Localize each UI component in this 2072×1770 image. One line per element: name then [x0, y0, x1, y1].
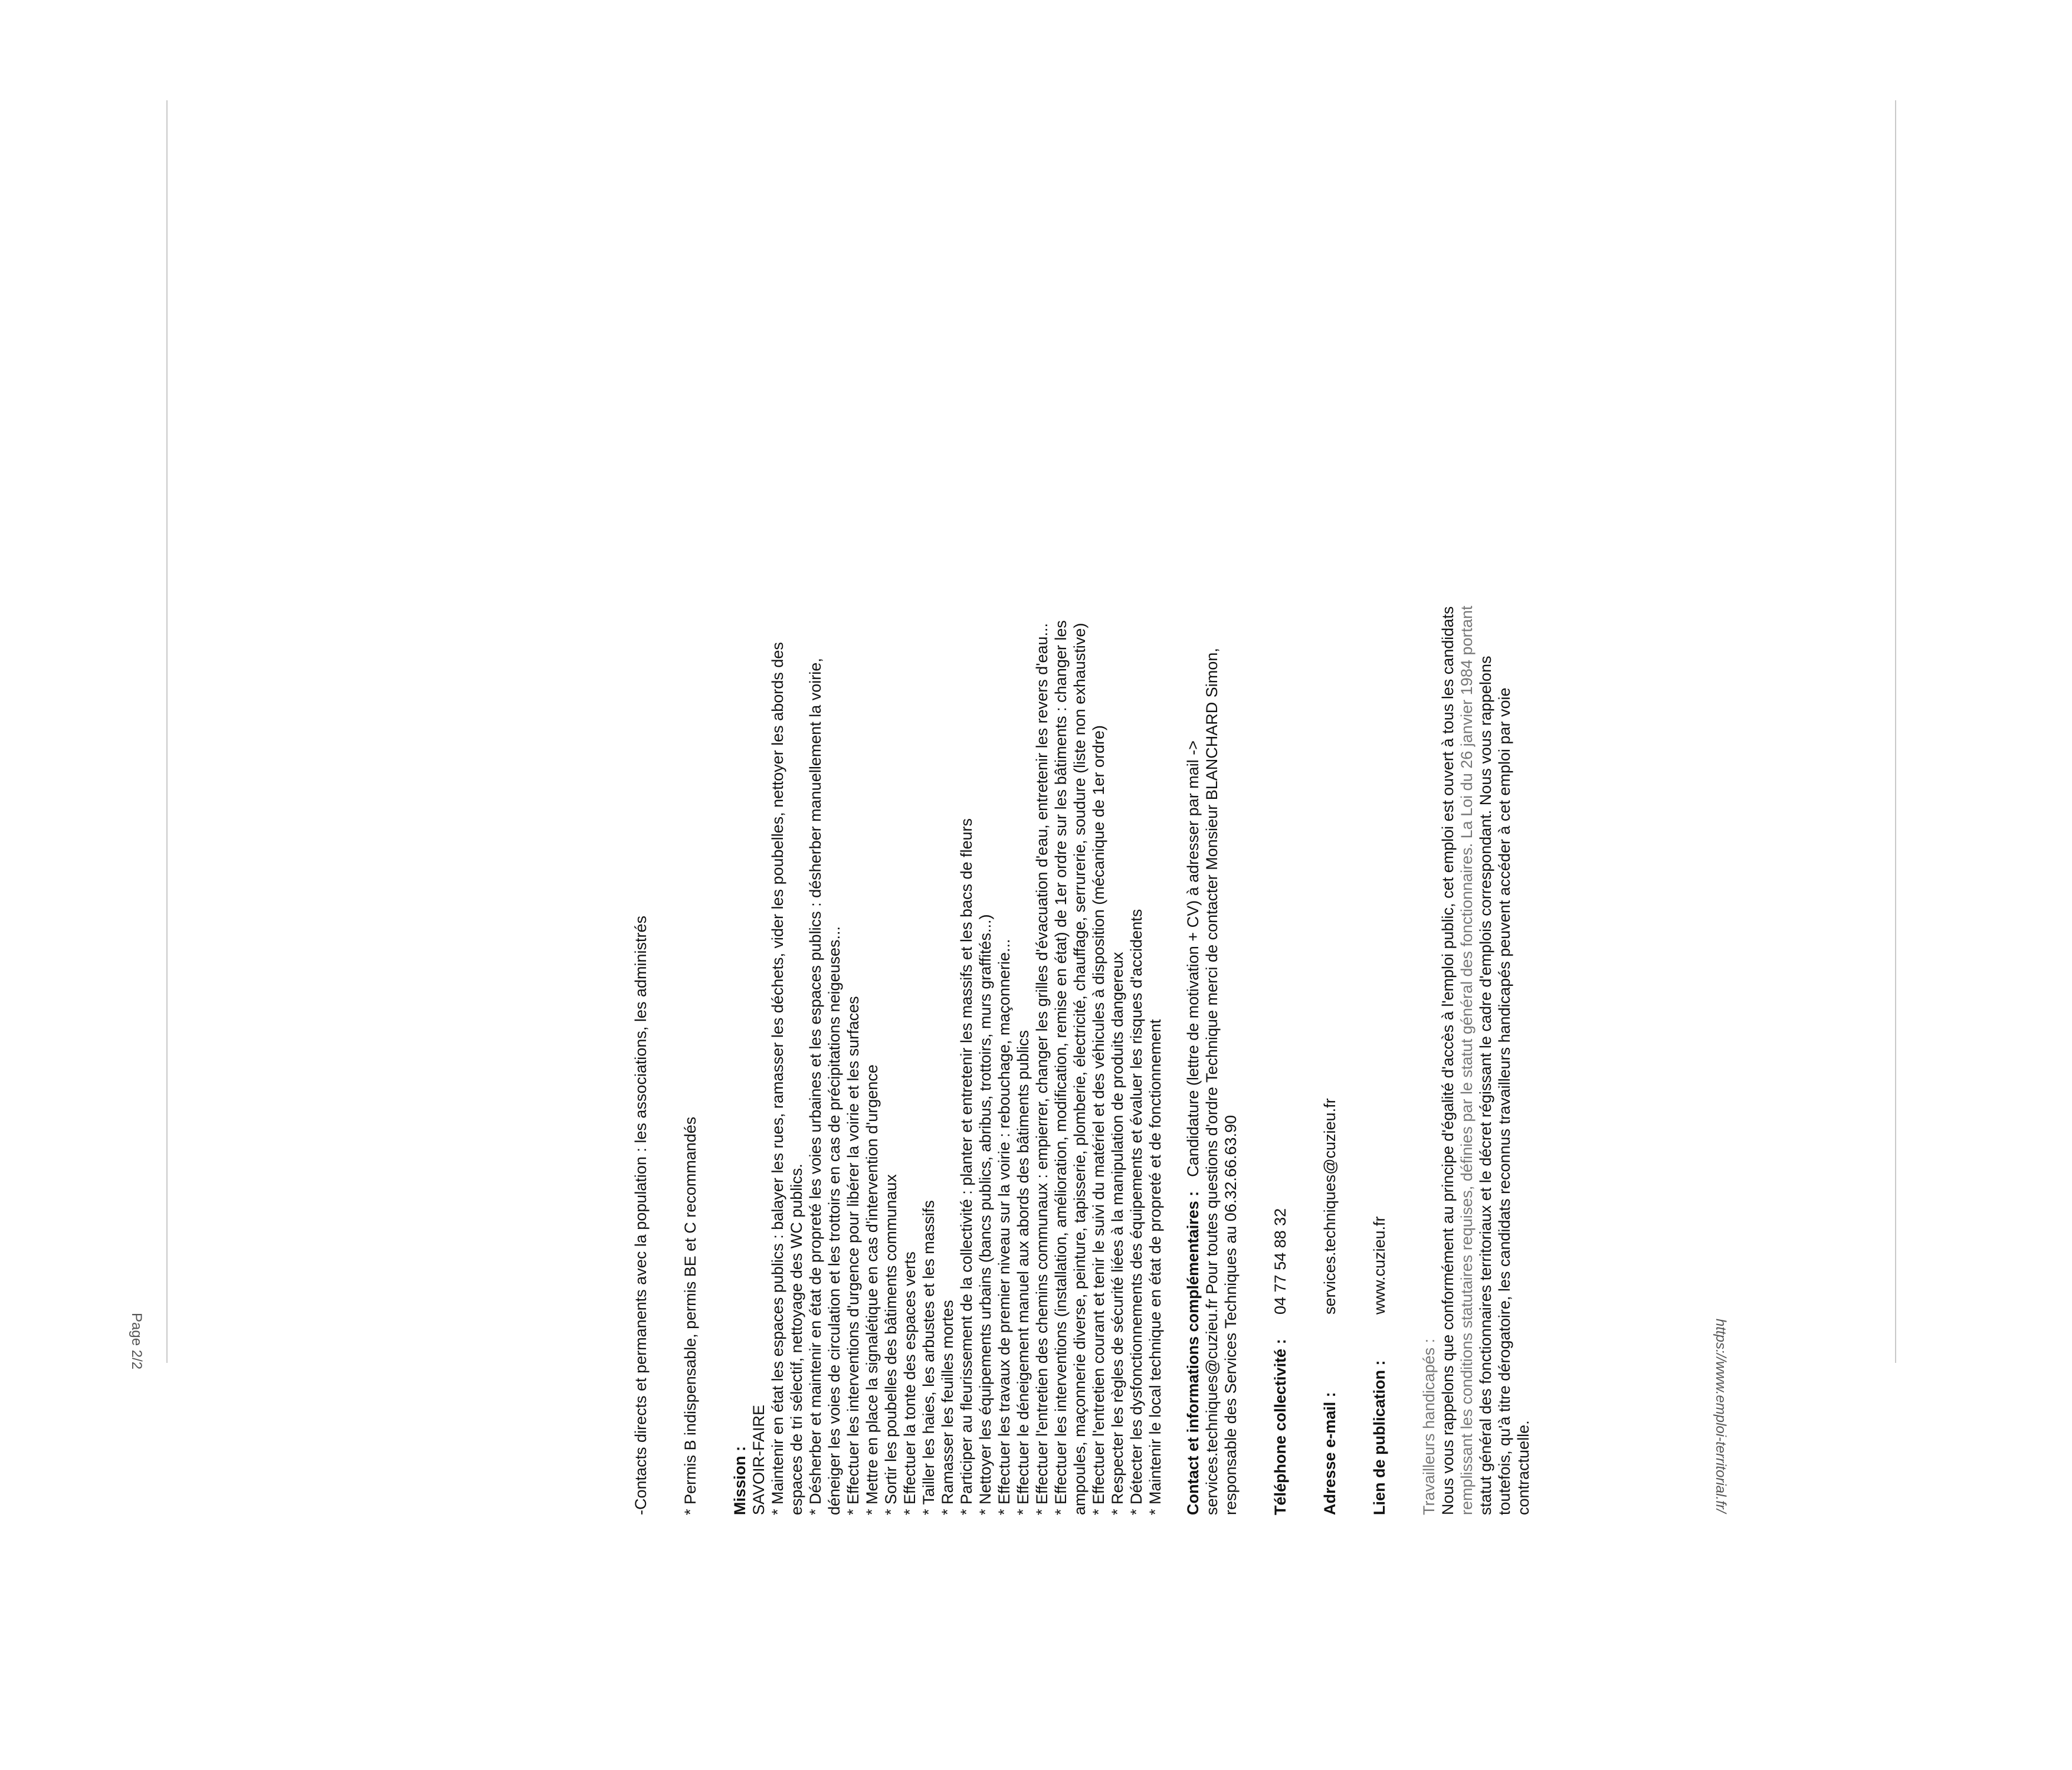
list-item: * Détecter les dysfonctionnements des équipements et évaluer les risques d'accidents [1127, 909, 1145, 1515]
list-item: * Effectuer la tonte des espaces verts [901, 1251, 919, 1515]
savoir-faire-heading: SAVOIR-FAIRE [750, 1404, 768, 1515]
list-item: * Effectuer l'entretien courant et tenir le suivi du matériel et des véhicules à disposition (mécanique de 1er ordre) [1090, 725, 1107, 1515]
handicap-line: contractuelle. [1514, 1420, 1532, 1515]
phone-label: Téléphone collectivité : [1271, 1339, 1289, 1515]
contact-label: Contact et informations complémentaires : [1184, 1191, 1202, 1515]
handicap-line: remplissant les conditions statutaires requises, définies par le statut général des fonctionnaires. La Loi du 26 janvier 1984 portant [1458, 605, 1476, 1515]
contact-line-3: responsable des Services Techniques au 06.32.66.63.90 [1222, 1115, 1240, 1515]
publication-link-row [1370, 371, 1389, 1515]
list-item: * Désherber et maintenir en état de propreté les voies urbaines et les espaces publics : désherber manuellement la voirie, [806, 658, 824, 1515]
contacts-line: -Contacts directs et permanents avec la population : les associations, les administrés [632, 916, 650, 1515]
handicap-line: Nous vous rappelons que conformément au principe d'égalité d'accès à l'emploi public, cet emploi est ouvert à tous les candidats [1439, 606, 1457, 1515]
contact-line-1: Candidature (lettre de motivation + CV) à adresser par mail -> [1184, 740, 1202, 1177]
list-item: * Maintenir le local technique en état de propreté et de fonctionnement [1146, 1019, 1164, 1515]
list-item: * Maintenir en état les espaces publics : balayer les rues, ramasser les déchets, vider les poubelles, nettoyer les abords des [769, 642, 786, 1515]
document-page [631, 354, 1811, 1770]
list-item: * Nettoyer les équipements urbains (bancs publics, abribus, trottoirs, murs graffités...) [976, 914, 994, 1515]
list-item: * Sortir les poubelles des bâtiments communaux [882, 1174, 900, 1515]
list-item: * Mettre en place la signalétique en cas d'intervention d'urgence [863, 1064, 881, 1515]
list-item: * Respecter les règles de sécurité liées à la manipulation de produits dangereux [1109, 952, 1126, 1515]
mission-heading: Mission : [731, 1446, 749, 1515]
email-label: Adresse e-mail : [1321, 1392, 1339, 1515]
source-url[interactable]: https://www.emploi-territorial.fr/ [1713, 1319, 1729, 1513]
list-item: déneiger les voies de circulation et les trottoirs en cas de précipitations neigeuses... [825, 926, 843, 1515]
handicap-heading: Travailleurs handicapés : [1420, 1338, 1438, 1515]
publication-link-label: Lien de publication : [1371, 1360, 1388, 1515]
scan-edge-left [166, 100, 168, 1363]
phone-value: 04 77 54 88 32 [1271, 1208, 1289, 1315]
email-value[interactable]: services.techniques@cuzieu.fr [1321, 1098, 1339, 1315]
list-item: * Tailler les haies, les arbustes et les massifs [920, 1200, 937, 1515]
handicap-line: statut général des fonctionnaires territoriaux et le décret régissant le cadre d'emplois correspondant. Nous vous rappelons [1477, 655, 1494, 1515]
list-item: ampoules, maçonnerie diverse, peinture, tapisserie, plomberie, électricité, chauffage, serrurerie, soudure (liste non exhaustive) [1071, 622, 1089, 1515]
list-item: * Effectuer le déneigement manuel aux abords des bâtiments publics [1014, 1030, 1032, 1515]
list-item: * Ramasser les feuilles mortes [939, 1300, 956, 1515]
phone-row [1271, 371, 1290, 1515]
scan-edge-right [1895, 100, 1896, 1363]
list-item: espaces de tri sélectif, nettoyage des WC publics. [788, 1163, 805, 1515]
list-item: * Participer au fleurissement de la collectivité : planter et entretenir les massifs et les bacs de fleurs [958, 818, 975, 1515]
mission-list [768, 371, 1165, 1515]
page-body [631, 371, 1533, 1515]
page-number: Page 2/2 [129, 1313, 145, 1370]
list-item: * Effectuer les interventions (installation, amélioration, modification, remise en état) de 1er ordre sur les bâtiments : changer les [1052, 620, 1070, 1515]
permis-line: * Permis B indispensable, permis BE et C recommandés [681, 1116, 699, 1515]
publication-link-value[interactable]: www.cuzieu.fr [1371, 1216, 1388, 1315]
list-item: * Effectuer les travaux de premier niveau sur la voirie : rebouchage, maçonnerie... [995, 939, 1013, 1515]
email-row [1320, 371, 1339, 1515]
contact-line-2: services.techniques@cuzieu.fr Pour toutes questions d'ordre Technique merci de contacter Monsieur BLANCHARD Simon, [1203, 648, 1221, 1515]
contact-section [1183, 371, 1202, 1515]
handicap-line: toutefois, qu'à titre dérogatoire, les candidats reconnus travailleurs handicapés peuvent accéder à cet emploi par voie [1496, 687, 1513, 1515]
list-item: * Effectuer l'entretien des chemins communaux : empierrer, changer les grilles d'évacuation d'eau, entretenir les revers d'eau... [1033, 623, 1051, 1515]
list-item: * Effectuer les interventions d'urgence pour libérer la voirie et les surfaces [844, 996, 862, 1515]
